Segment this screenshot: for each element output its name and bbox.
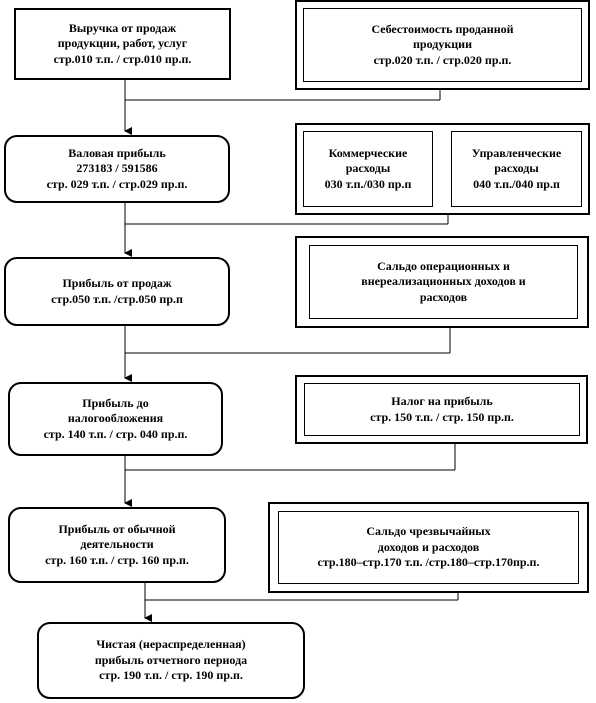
cogs-box	[303, 8, 582, 82]
extraordinary-balance-box	[278, 511, 579, 584]
cogs-line-2: продукции	[413, 37, 472, 52]
revenue-line-3: стр.010 т.п. / стр.010 пр.п.	[53, 51, 192, 66]
commercial-line-3: 030 т.п./030 пр.п	[324, 176, 412, 191]
gross-profit-line-3: стр. 029 т.п. / стр.029 пр.п.	[46, 176, 188, 191]
pretax-profit-line-3: стр. 140 т.п. / стр. 040 пр.п.	[43, 426, 188, 441]
ordinary-profit-line-3: стр. 160 т.п. / стр. 160 пр.п.	[45, 552, 189, 567]
gross-profit-line-2: 273183 / 591586	[76, 161, 158, 176]
pretax-profit-line-1: Прибыль до	[82, 395, 149, 410]
revenue-box	[14, 8, 231, 80]
commercial-line-1: Коммерческие	[328, 145, 408, 160]
ordinary-profit-line-2: деятельности	[80, 537, 154, 552]
revenue-line-2: продукции, работ, услуг	[57, 36, 188, 51]
net-profit-box	[37, 622, 305, 699]
extraordinary-balance-line-1: Сальдо чрезвычайных	[366, 524, 491, 539]
extraordinary-balance-line-2: доходов и расходов	[377, 539, 480, 554]
management-line-2: расходы	[494, 161, 539, 176]
ordinary-profit-line-1: Прибыль от обычной	[58, 521, 176, 536]
commercial-line-2: расходы	[345, 161, 391, 176]
pretax-profit-box	[8, 382, 223, 456]
ordinary-profit-box	[8, 507, 226, 583]
commercial-expenses-box	[303, 131, 433, 207]
operating-balance-box	[309, 245, 578, 319]
management-expenses-box	[451, 131, 582, 207]
extraordinary-balance-line-3: стр.180–стр.170 т.п. /стр.180–стр.170пр.п.	[317, 555, 540, 570]
income-tax-line-2: стр. 150 т.п. / стр. 150 пр.п.	[370, 409, 514, 424]
operating-balance-line-1: Сальдо операционных и	[377, 258, 510, 273]
income-tax-box	[304, 383, 580, 436]
operating-balance-line-2: внереализационных доходов и	[361, 274, 526, 289]
income-tax-line-1: Налог на прибыль	[391, 394, 493, 408]
gross-profit-box	[4, 135, 230, 203]
sales-profit-box	[4, 257, 230, 326]
operating-balance-line-3: расходов	[419, 289, 468, 304]
pretax-profit-line-2: налогообложения	[67, 411, 164, 426]
management-line-3: 040 т.п./040 пр.п	[473, 176, 560, 191]
management-line-1: Управленческие	[471, 145, 562, 160]
cogs-line-1: Себестоимость проданной	[371, 21, 514, 36]
net-profit-line-2: прибыль отчетного периода	[94, 652, 248, 667]
sales-profit-line-2: стр.050 т.п. /стр.050 пр.п	[51, 291, 183, 306]
sales-profit-line-1: Прибыль от продаж	[62, 276, 172, 290]
gross-profit-line-1: Валовая прибыль	[68, 145, 166, 160]
net-profit-line-3: стр. 190 т.п. / стр. 190 пр.п.	[99, 668, 243, 683]
cogs-line-3: стр.020 т.п. / стр.020 пр.п.	[373, 52, 512, 67]
revenue-line-1: Выручка от продаж	[68, 20, 177, 35]
net-profit-line-1: Чистая (нераспределенная)	[96, 637, 246, 652]
